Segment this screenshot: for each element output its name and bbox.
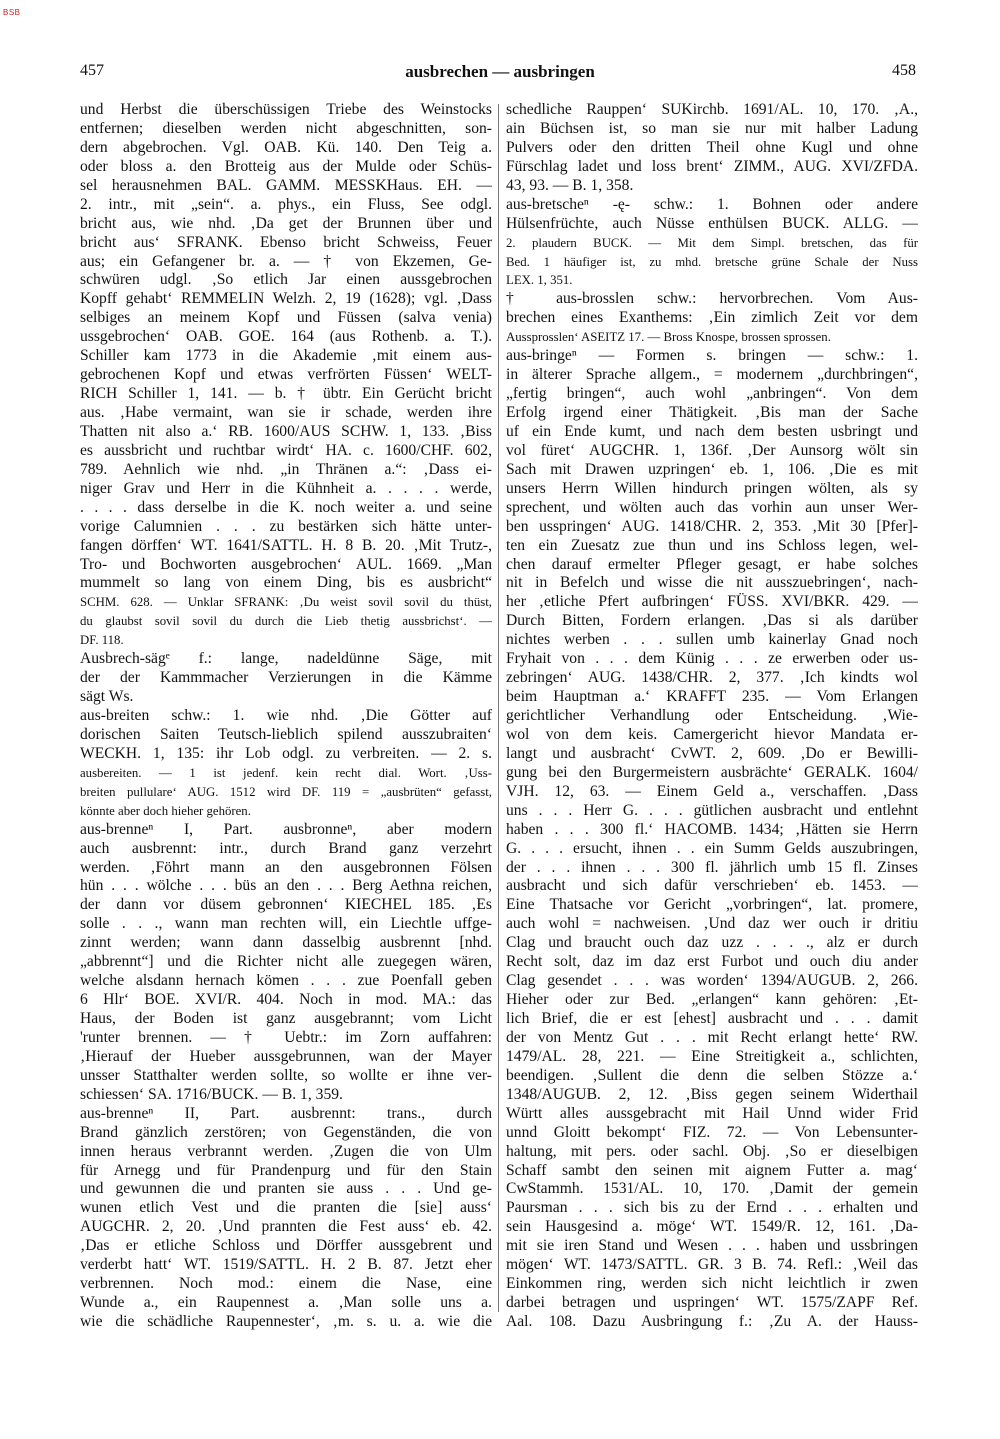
left-column-line: Brand gänzlich zerstören; von Gegenständen, die von xyxy=(80,1123,492,1141)
left-column-line: WECKH. 1, 135: ihr Lob odgl. zu verbreiten. — 2. s. xyxy=(80,744,492,762)
left-column-line: schiessen‘ SA. 1716/BUCK. — B. 1, 359. xyxy=(80,1085,343,1103)
left-column-line: „abbrennt“] und die Richter nicht alle zuegegen wären, xyxy=(80,953,492,971)
right-column-line: her ‚etliche Pfert aufbringen‘ FÜSS. XVI/BKR. 429. — xyxy=(506,593,918,611)
left-column-line: Thatten nit also a.‘ RB. 1600/AUS SCHW. 1, 133. ‚Biss xyxy=(80,422,492,440)
left-column-line: niger Grav und Herr in die Kühnheit a. . . . . werde, xyxy=(80,479,492,497)
left-column-line: Ausbrech-sägᵉ f.: lange, nadeldünne Säge, mit xyxy=(80,650,492,668)
right-column-line: lich Brief, die er est [ehest] ausbracht und . . . damit xyxy=(506,1010,918,1027)
right-column-line: haben . . . 300 fl.‘ HACOMB. 1434; ‚Hätten sie Herrn xyxy=(506,820,918,838)
right-column-line: sprechent, und wölten auch das vorhin aun unser Wer- xyxy=(506,498,918,516)
right-column-line: 2. plaudern BUCK. — Mit dem Simpl. bretschen, das für xyxy=(506,235,918,250)
left-column-line: 'runter brennen. — † Uebtr.: im Zorn auffahren: xyxy=(80,1028,492,1046)
left-column-line: innen heraus verbrannt werden. ‚Zugen die von Ulm xyxy=(80,1142,492,1160)
right-column-line: LEX. 1, 351. xyxy=(506,273,573,288)
right-column-line: darbei betragen und uspringen‘ WT. 1575/ZAPF Ref. xyxy=(506,1294,918,1312)
left-column-line: für Arnegg und für Prandenpurg und für den Stain xyxy=(80,1161,492,1179)
right-column-line: auch wohl = nachweisen. ‚Und daz wer ouch ir dritiu xyxy=(506,915,918,933)
right-column-line: brechen eines Exanthems: ‚Ein zimlich Zeit vor dem xyxy=(506,309,918,327)
left-column-line: wie die schädliche Raupennester‘, ‚m. s. u. a. wie die xyxy=(80,1313,492,1330)
right-column-line: uf ein Ende kumt, und nach dem besten usbringt und xyxy=(506,422,918,440)
right-column-line: haltung, mit pers. oder sachl. Obj. ‚So er dieselbigen xyxy=(506,1142,918,1160)
right-column-line: Sach mit Drawen uzpringen‘ eb. 1, 106. ‚Die es mit xyxy=(506,460,918,478)
right-column-line: ben usspringen‘ AUG. 1418/CHR. 2, 353. ‚Mit 30 [Pfer]- xyxy=(506,517,918,535)
left-column-line: der der Kammmacher Verzierungen in die Kämme xyxy=(80,669,492,687)
left-column-line: werden. ‚Föhrt mann an den ausgebronnen Fölsen xyxy=(80,858,492,876)
left-column-line: aus; ein Gefangener br. a. — † von Ekzemen, Ge- xyxy=(80,252,492,270)
right-column-line: unsers Herrn Willen hindurch pringen wölten, als sy xyxy=(506,479,918,497)
right-column-line: Aal. 108. Dazu Ausbringung f.: ‚Zu A. der Hauss- xyxy=(506,1313,918,1330)
right-column-line: CwStammh. 1531/AL. 10, 170. ‚Damit der gemein xyxy=(506,1180,918,1198)
left-column-line: RICH Schiller 1, 141. — b. † übtr. Ein Gerücht bricht xyxy=(80,385,492,403)
left-column-line: zinnt werden; wann dann dasselbig ausbrennt [nhd. xyxy=(80,934,492,952)
right-column-line: chen darauf ermelter Pfleger gesagt, er habe solches xyxy=(506,555,918,573)
left-column-line: SCHM. 628. — Unklar SFRANK: ‚Du weist sovil sovil du thüst, xyxy=(80,595,492,610)
left-column-line: schwüren udgl. ‚So etlich Jar einen aussgebrochen xyxy=(80,271,492,289)
left-column-line: vorige Calumnien . . . zu bestärken sich hätte unter- xyxy=(80,517,492,535)
right-column-line: Einkommen ring, werden sich nicht leichtlich ir zwen xyxy=(506,1275,918,1293)
right-column-line: gung bei den Burgermeistern ausbrächte‘ GERALK. 1604/ xyxy=(506,763,918,781)
right-column-line: † aus-brosslen schw.: hervorbrechen. Vom Aus- xyxy=(506,290,918,308)
page-number-left: 457 xyxy=(80,62,104,79)
right-column-line: 1479/AL. 28, 221. — Eine Streitigkeit a., schlichten, xyxy=(506,1047,918,1065)
left-column-line: Wunde a., ein Raupennest a. ‚Man solle uns a. xyxy=(80,1294,492,1312)
right-column-line: gerichtlicher Verhandlung oder Entscheidung. ‚Wie- xyxy=(506,707,918,724)
right-column-line: mögen‘ WT. 1473/SATTL. GR. 3 B. 74. Refl.: ‚Weil das xyxy=(506,1256,918,1274)
running-head: ausbrechen — ausbringen xyxy=(405,62,595,81)
library-stamp: BSB xyxy=(3,8,21,17)
left-column-line: ussgebrochen‘ OAB. GOE. 164 (aus Rothenb. a. T.). xyxy=(80,328,492,346)
left-column-line: du glaubst sovil sovil du durch die Lieb thetig aussbrichst‘. — xyxy=(80,614,492,629)
right-column-line: in älterer Sprache allgem., = modernem „durchbringen“, xyxy=(506,366,918,384)
left-column-line: unsser Statthalter werden sollte, so wollte er ihne ver- xyxy=(80,1066,492,1084)
left-column-line: AUGCHR. 2, 20. ‚Und prannten die Fest auss‘ eb. 42. xyxy=(80,1218,492,1236)
right-column-line: Erfolg irgend einer Thätigkeit. ‚Bis man der Sache xyxy=(506,404,918,421)
left-column-line: wunen etlich Vest und die pranten die [sie] auss‘ xyxy=(80,1199,492,1217)
left-column-line: aus. ‚Habe vermaint, wan sie ir schade, werden ihre xyxy=(80,404,492,421)
left-column-line: aus-brenneⁿ I, Part. ausbronneⁿ, aber modern xyxy=(80,820,492,838)
left-column-line: 6 Hlr‘ BOE. XVI/R. 404. Noch in mod. MA.: das xyxy=(80,991,492,1009)
right-column-line: Bed. 1 häufiger ist, zu mhd. bretsche grüne Schale der Nuss xyxy=(506,254,918,269)
left-column-line: dorischen Saiten Teutsch-lieblich spilend ausszubraiten‘ xyxy=(80,725,492,743)
right-column-line: Fürschlag ladet und loss brent‘ ZIMM., AUG. XVI/ZFDA. xyxy=(506,157,918,175)
left-column-line: aus-breiten schw.: 1. wie nhd. ‚Die Götter auf xyxy=(80,707,492,724)
right-column-line: uns . . . Herr G. . . . gütlichen ausbracht und entlehnt xyxy=(506,801,918,819)
right-column-line: Durch Bitten, Fordern erlangen. ‚Das si als darüber xyxy=(506,612,918,630)
left-column xyxy=(80,101,492,1332)
page-number-right: 458 xyxy=(892,62,916,79)
right-column-line: sein Hausgesind a. möge‘ WT. 1549/R. 12, 161. ‚Da- xyxy=(506,1218,918,1236)
right-column-line: mit sie iren Stand und Wesen . . . haben und ussbringen xyxy=(506,1237,918,1255)
right-column-line: „fertig bringen“, auch wohl „anbringen“. Von dem xyxy=(506,385,918,403)
left-column-line: Tro- und Bochworten ausgebrochen‘ AUL. 1669. „Man xyxy=(80,555,492,573)
left-column-line: solle . . ., wann man rechten will, ein Liechtle uffge- xyxy=(80,915,492,933)
right-column-line: vol füret‘ AUGCHR. 1, 136f. ‚Der Aunsorg wölt sin xyxy=(506,441,918,459)
right-column-line: Fryhait von . . . dem Künig . . . ze erwerben oder us- xyxy=(506,650,918,668)
right-column-line: beendigen. ‚Sullent die denn die selben Stözze a.‘ xyxy=(506,1066,918,1084)
left-column-line: ‚Das er etliche Schloss und Dörffer aussgebrent und xyxy=(80,1237,492,1255)
left-column-line: Schiller kam 1773 in die Akademie ‚mit einem aus- xyxy=(80,347,492,365)
right-column-line: 43, 93. — B. 1, 358. xyxy=(506,176,634,194)
right-column-line: nichtes werben . . . sullen umb kainerlay Gnad noch xyxy=(506,631,918,649)
right-column-line: zebringen‘ AUG. 1438/CHR. 2, 377. ‚Ich kindts wol xyxy=(506,669,918,687)
left-column-line: ausbereiten. — 1 ist jedenf. kein recht dial. Wort. ‚Uss- xyxy=(80,765,492,780)
right-column-line: Württ alles aussgebracht mit Hail Unnd wider Frid xyxy=(506,1104,918,1122)
right-column-line: schedliche Rauppen‘ SUKirchb. 1691/AL. 10, 170. ‚A., xyxy=(506,101,918,118)
left-column-line: es aussbricht und ruchtbar wirdt‘ HA. c. 1600/CHF. 602, xyxy=(80,441,492,459)
right-column-line: unnd Gloitt bekompt‘ FIZ. 72. — Von Lebensunter- xyxy=(506,1123,918,1141)
right-column-line: Clag und braucht ouch daz uzz . . . ., alz er durch xyxy=(506,934,918,952)
right-column-line: der . . . ihnen . . . 300 fl. jährlich umb 15 fl. Zinses xyxy=(506,858,918,876)
left-column-line: aus-brenneⁿ II, Part. ausbrennt: trans., durch xyxy=(80,1104,492,1122)
left-column-line: bricht aus‘ SFRANK. Ebenso bricht Schweiss, Feuer xyxy=(80,233,492,251)
left-column-line: sel herausnehmen BAL. GAMM. MESSKHaus. EH. — xyxy=(80,176,492,194)
left-column-line: und Herbst die überschüssigen Triebe des Weinstocks xyxy=(80,101,492,118)
right-column-line: aus-bretscheⁿ -ę- schw.: 1. Bohnen oder andere xyxy=(506,195,918,213)
left-column-line: dern abgebrochen. Vgl. OAB. Kü. 140. Den Teig a. xyxy=(80,138,492,156)
left-column-line: hün . . . wölche . . . büs an den . . . Berg Aethna reichen, xyxy=(80,877,492,895)
left-column-line: der dann vor düsem gebronnen‘ KIECHEL 185. ‚Es xyxy=(80,896,492,914)
left-column-line: gebrochenen Kopf und etwas verfrörten Füssen‘ WELT- xyxy=(80,366,492,384)
right-column-line: VJH. 12, 63. — Einem Geld a., verschaffen. ‚Dass xyxy=(506,782,918,800)
right-column-line: nit in Befelch und wisse die nit ausszuebringen‘, nach- xyxy=(506,574,918,592)
left-column-line: verderbt hatt‘ WT. 1519/SATTL. H. 2 B. 87. Jetzt eher xyxy=(80,1256,492,1274)
right-column-line: Hieher oder zur Bed. „erlangen“ kann gehören: ‚Et- xyxy=(506,991,918,1009)
left-column-line: breiten pullulare‘ AUG. 1512 wird DF. 119 = „ausbrüten“ gefasst, xyxy=(80,784,492,799)
left-column-line: und gewunnen die und pranten sie auss . . . Und ge- xyxy=(80,1180,492,1198)
left-column-line: ‚Hierauf der Hueber aussgebrunnen, wan der Mayer xyxy=(80,1047,492,1065)
column-divider xyxy=(498,104,499,1312)
left-column-line: mummelt so lang von einem Ding, bis es ausbricht“ xyxy=(80,574,492,592)
right-column-line: 1348/AUGUB. 2, 12. ‚Biss gegen seinem Widerthail xyxy=(506,1085,918,1103)
right-column-line: Paursman . . . sich bis zu der Ernd . . . erhalten und xyxy=(506,1199,918,1217)
right-column xyxy=(506,101,918,1332)
left-column-line: entfernen; dieselben werden nicht abgeschnitten, son- xyxy=(80,119,492,137)
left-column-line: DF. 118. xyxy=(80,633,124,648)
left-column-line: Haus, der Boden ist ganz ausgebrannt; vom Licht xyxy=(80,1010,492,1027)
left-column-line: . . . . dass derselbe in die K. noch weiter a. und seine xyxy=(80,498,492,516)
right-column-line: Clag gesendet . . . was worden‘ 1394/AUGUB. 2, 266. xyxy=(506,972,918,990)
right-column-line: G. . . . ersucht, ihnen . . ein Summ Gelds auszubringen, xyxy=(506,839,918,857)
right-column-line: langt und ausbracht‘ CvWT. 2, 609. ‚Do er Bewilli- xyxy=(506,744,918,762)
left-column-line: verbrennen. Noch mod.: einem die Nase, eine xyxy=(80,1275,492,1293)
right-column-line: Schaff sambt den seinen mit aignem Futter a. mag‘ xyxy=(506,1161,918,1179)
right-column-line: Pulvers oder den dritten Theil ohne Kugl und ohne xyxy=(506,138,918,156)
right-column-line: ain Büchsen ist, so man sie nur mit halber Ladung xyxy=(506,119,918,137)
left-column-line: oder bloss a. den Brotteig aus der Mulde oder Schüs- xyxy=(80,157,492,175)
left-column-line: bricht aus, wie nhd. ‚Da get der Brunnen über und xyxy=(80,214,492,232)
left-column-line: sägt Ws. xyxy=(80,688,134,706)
right-column-line: der von Mentz Gut . . . mit Recht erlangt hette‘ RW. xyxy=(506,1028,918,1046)
right-column-line: Eine Thatsache vor Gericht „vorbringen“, lat. promere, xyxy=(506,896,918,914)
left-column-line: auch ausbrennt: intr., durch Brand ganz verzehrt xyxy=(80,839,492,857)
left-column-line: 789. Aehnlich wie nhd. „in Thränen a.“: ‚Dass ei- xyxy=(80,460,492,478)
left-column-line: Kopff gehabt‘ REMMELIN Welzh. 2, 19 (1628); vgl. ‚Dass xyxy=(80,290,492,308)
left-column-line: 2. intr., mit „sein“. a. phys., ein Fluss, See odgl. xyxy=(80,195,492,213)
right-column-line: beim Hauptman a.‘ KRAFFT 235. — Vom Erlangen xyxy=(506,688,918,706)
right-column-line: Aussprosslen‘ ASEITZ 17. — Bross Knospe, brossen sprossen. xyxy=(506,330,831,345)
left-column-line: könnte aber doch hieher gehören. xyxy=(80,803,251,818)
left-column-line: fangen dörffen‘ WT. 1641/SATTL. H. 8 B. 20. ‚Mit Trutz-, xyxy=(80,536,492,554)
right-column-line: Hülsenfrüchte, auch Nüsse enthülsen BUCK. ALLG. — xyxy=(506,214,918,232)
left-column-line: welche alsdann hernach kömen . . . zue Poenfall geben xyxy=(80,972,492,990)
right-column-line: wol von dem keis. Camergericht hievor Mandata er- xyxy=(506,725,918,743)
right-column-line: ten ein Zuesatz zue thun und ins Schloss legen, wel- xyxy=(506,536,918,554)
right-column-line: aus-bringeⁿ — Formen s. bringen — schw.: 1. xyxy=(506,347,918,365)
right-column-line: Recht solt, daz im daz erst Furbot und ouch diu ander xyxy=(506,953,918,971)
right-column-line: ausbracht und sich dafür verschrieben‘ eb. 1453. — xyxy=(506,877,918,895)
left-column-line: selbiges an meinem Kopf und Füssen (salva venia) xyxy=(80,309,492,327)
